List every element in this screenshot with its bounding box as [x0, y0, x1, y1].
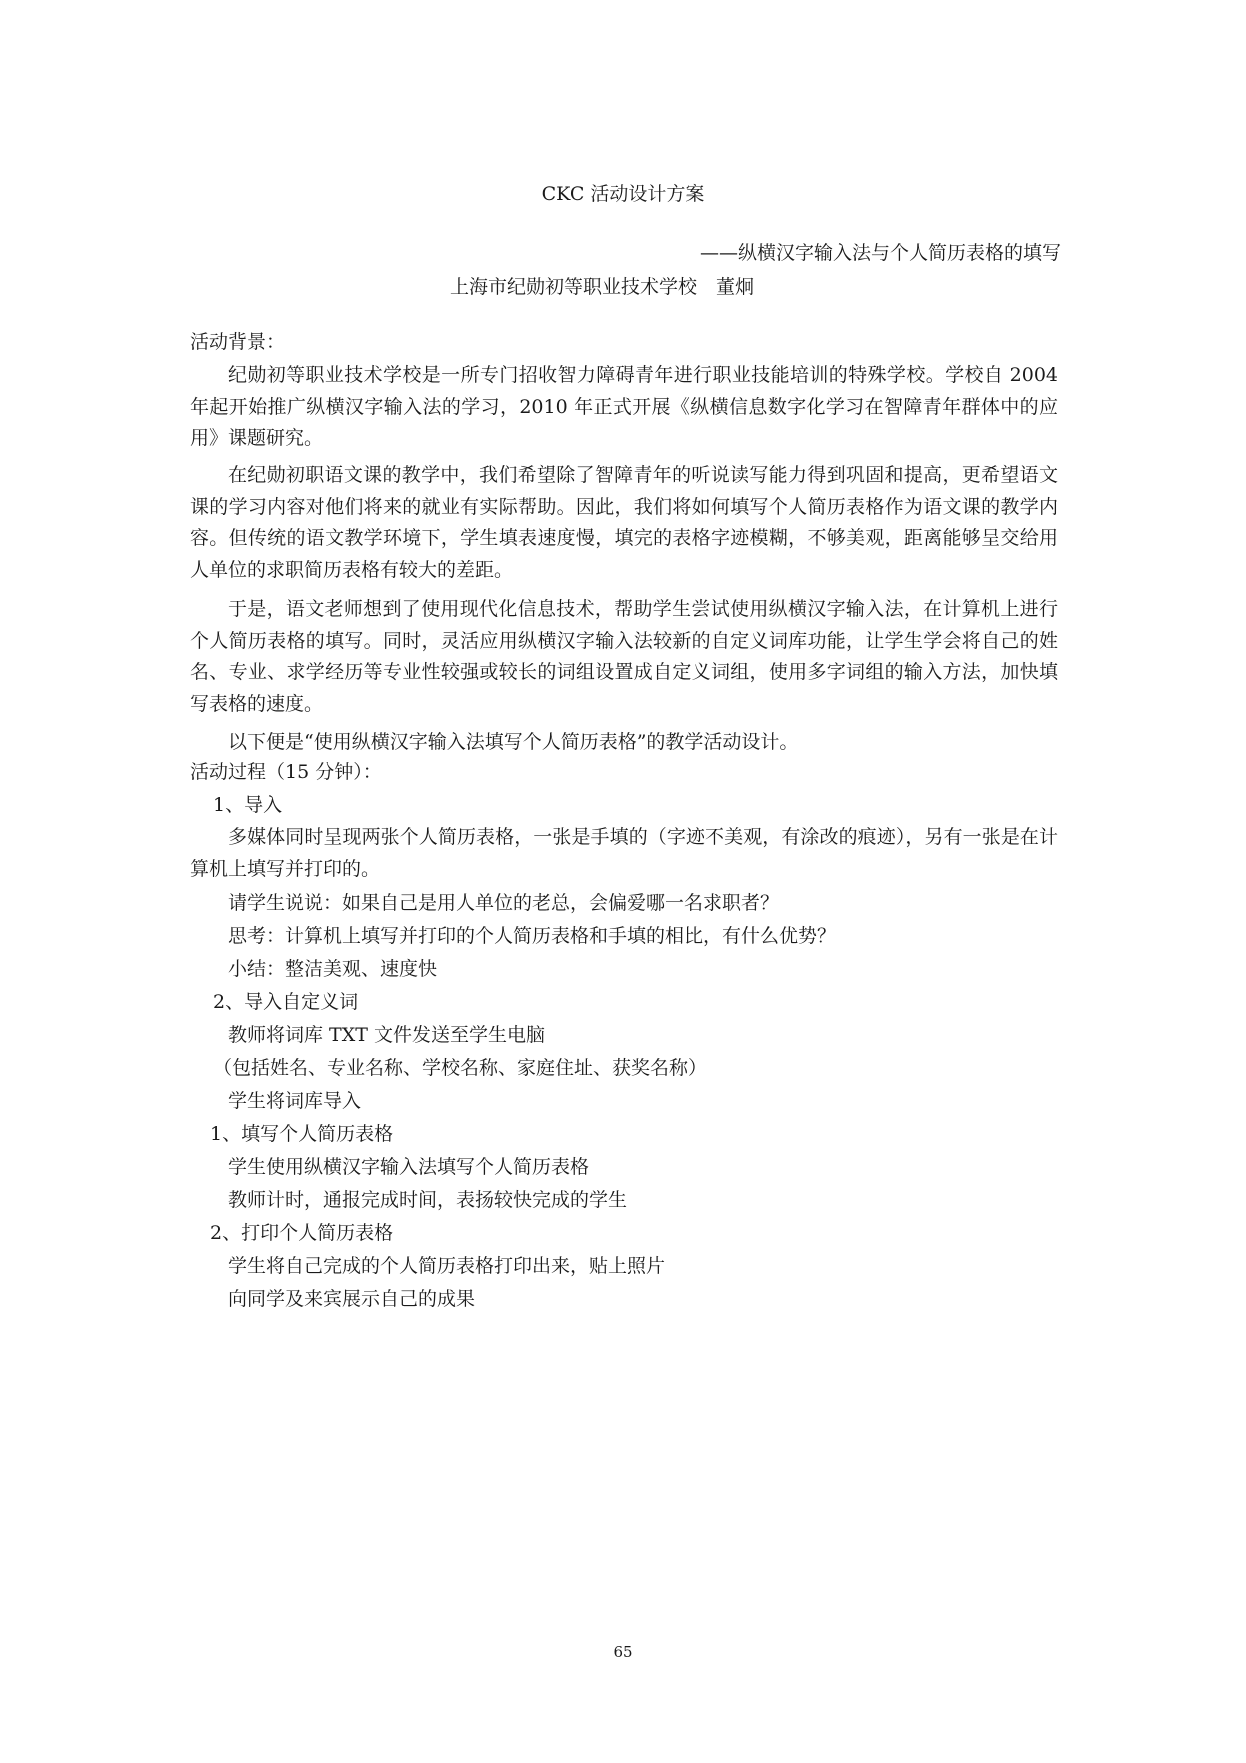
- step-4-line-1: 学生将自己完成的个人简历表格打印出来，贴上照片: [228, 1255, 666, 1277]
- step-3-line-2: 教师计时，通报完成时间，表扬较快完成的学生: [228, 1189, 628, 1211]
- document-subtitle: ——纵横汉字输入法与个人简历表格的填写: [699, 242, 1061, 264]
- step-1-summary: 小结：整洁美观、速度快: [228, 958, 438, 980]
- step-3-title: 1、填写个人简历表格: [210, 1123, 394, 1145]
- paragraph-school-intro: 纪勋初等职业技术学校是一所专门招收智力障碍青年进行职业技能培训的特殊学校。学校自 2004 年起开始推广纵横汉字输入法的学习，2010 年正式开展《纵横信息数字化学习在智障青年群体中的应用》课题研究。: [190, 364, 1058, 450]
- paragraph-design-intro: 以下便是“使用纵横汉字输入法填写个人简历表格”的教学活动设计。: [228, 731, 799, 753]
- step-1-question-1: 请学生说说：如果自己是用人单位的老总，会偏爱哪一名求职者？: [228, 892, 780, 914]
- paragraph-teaching-goal: 在纪勋初职语文课的教学中，我们希望除了智障青年的听说读写能力得到巩固和提高，更希望语文课的学习内容对他们将来的就业有实际帮助。因此，我们将如何填写个人简历表格作为语文课的教学内容。但传统的语文教学环境下，学生填表速度慢，填完的表格字迹模糊，不够美观，距离能够呈交给用人单位的求职简历表格有较大的差距。: [190, 464, 1058, 582]
- step-2-line-2: （包括姓名、专业名称、学校名称、家庭住址、获奖名称）: [213, 1057, 708, 1079]
- process-heading: 活动过程（15 分钟）：: [190, 761, 382, 783]
- page-number: 65: [613, 1643, 633, 1661]
- step-1-title: 1、导入: [213, 794, 283, 816]
- step-4-line-2: 向同学及来宾展示自己的成果: [228, 1288, 476, 1310]
- step-4-title: 2、打印个人简历表格: [210, 1222, 394, 1244]
- step-1-paragraph: 多媒体同时呈现两张个人简历表格，一张是手填的（字迹不美观，有涂改的痕迹），另有一张是在计算机上填写并打印的。: [190, 826, 1058, 880]
- step-2-line-1: 教师将词库 TXT 文件发送至学生电脑: [228, 1024, 545, 1046]
- step-2-line-3: 学生将词库导入: [228, 1090, 362, 1112]
- background-heading: 活动背景：: [190, 331, 286, 353]
- step-2-title: 2、导入自定义词: [213, 991, 359, 1013]
- document-title: CKC 活动设计方案: [541, 183, 705, 205]
- paragraph-solution: 于是，语文老师想到了使用现代化信息技术，帮助学生尝试使用纵横汉字输入法，在计算机上进行个人简历表格的填写。同时，灵活应用纵横汉字输入法较新的自定义词库功能，让学生学会将自己的姓名、专业、求学经历等专业性较强或较长的词组设置成自定义词组，使用多字词组的输入方法，加快填写表格的速度。: [190, 598, 1058, 716]
- author-line: 上海市纪勋初等职业技术学校 董炯: [450, 276, 755, 298]
- step-1-question-2: 思考：计算机上填写并打印的个人简历表格和手填的相比，有什么优势？: [228, 925, 837, 947]
- step-3-line-1: 学生使用纵横汉字输入法填写个人简历表格: [228, 1156, 590, 1178]
